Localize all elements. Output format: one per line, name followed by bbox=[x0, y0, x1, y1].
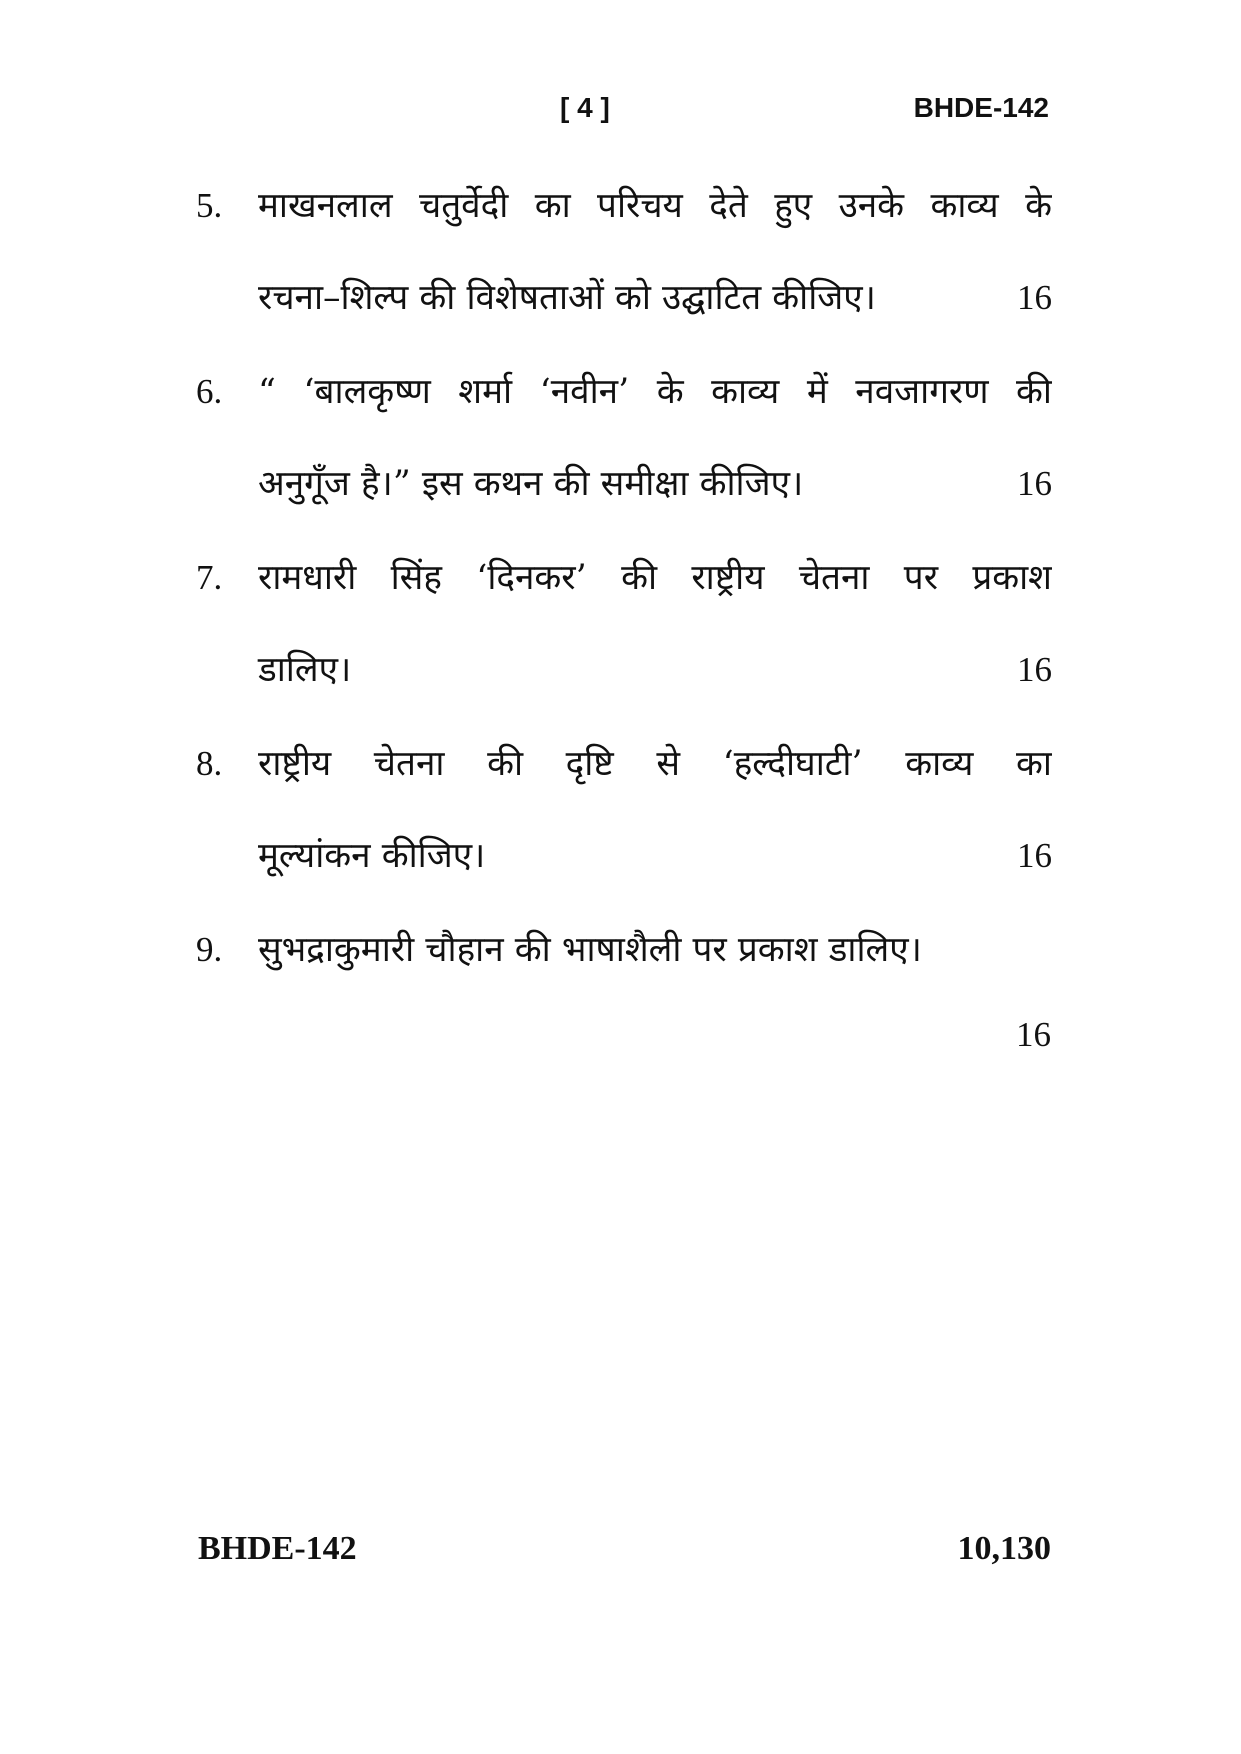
question-line-2 bbox=[258, 624, 1052, 716]
question-number: 5. bbox=[196, 186, 223, 225]
question-line-2 bbox=[258, 438, 1052, 530]
marks-label: 16 bbox=[1017, 650, 1052, 689]
question-number: 6. bbox=[196, 372, 223, 411]
page-number: [ 4 ] bbox=[560, 92, 610, 123]
question-text-line-1: “ ‘बालकृष्ण शर्मा ‘नवीन’ के काव्य में नवजागरण की bbox=[258, 372, 1052, 412]
question-text-line-1: माखनलाल चतुर्वेदी का परिचय देते हुए उनके काव्य के bbox=[258, 186, 1052, 226]
question-5 bbox=[196, 160, 1052, 344]
question-text-line-2: रचना–शिल्प की विशेषताओं को उद्घाटित कीजिए। bbox=[258, 278, 876, 318]
footer-copies-count: 10,130 bbox=[957, 1530, 1051, 1567]
question-list bbox=[196, 160, 1052, 998]
question-line-2 bbox=[258, 810, 1052, 902]
question-text-line-1: रामधारी सिंह ‘दिनकर’ की राष्ट्रीय चेतना पर प्रकाश bbox=[258, 558, 1052, 598]
question-text-line-2: अनुगूँज है।” इस कथन की समीक्षा कीजिए। bbox=[258, 464, 804, 504]
marks-label: 16 bbox=[1017, 836, 1052, 875]
question-7 bbox=[196, 532, 1052, 716]
question-text-line-2: मूल्यांकन कीजिए। bbox=[258, 836, 486, 876]
question-text-line-1: सुभद्राकुमारी चौहान की भाषाशैली पर प्रकाश डालिए। bbox=[258, 930, 922, 970]
question-6 bbox=[196, 346, 1052, 530]
question-8 bbox=[196, 718, 1052, 902]
question-9 bbox=[196, 904, 1052, 996]
footer-paper-code: BHDE-142 bbox=[198, 1530, 357, 1567]
marks-label: 16 bbox=[1017, 464, 1052, 503]
header-paper-code: BHDE-142 bbox=[913, 92, 1049, 123]
question-number: 9. bbox=[196, 930, 223, 969]
marks-label: 16 bbox=[1017, 278, 1052, 317]
question-text-line-1: राष्ट्रीय चेतना की दृष्टि से ‘हल्दीघाटी’ काव्य का bbox=[258, 744, 1052, 784]
marks-label-question-9: 16 bbox=[1016, 1015, 1051, 1054]
question-text-line-2: डालिए। bbox=[258, 650, 352, 690]
question-number: 7. bbox=[196, 558, 223, 597]
question-number: 8. bbox=[196, 744, 223, 783]
question-line-2 bbox=[258, 252, 1052, 344]
